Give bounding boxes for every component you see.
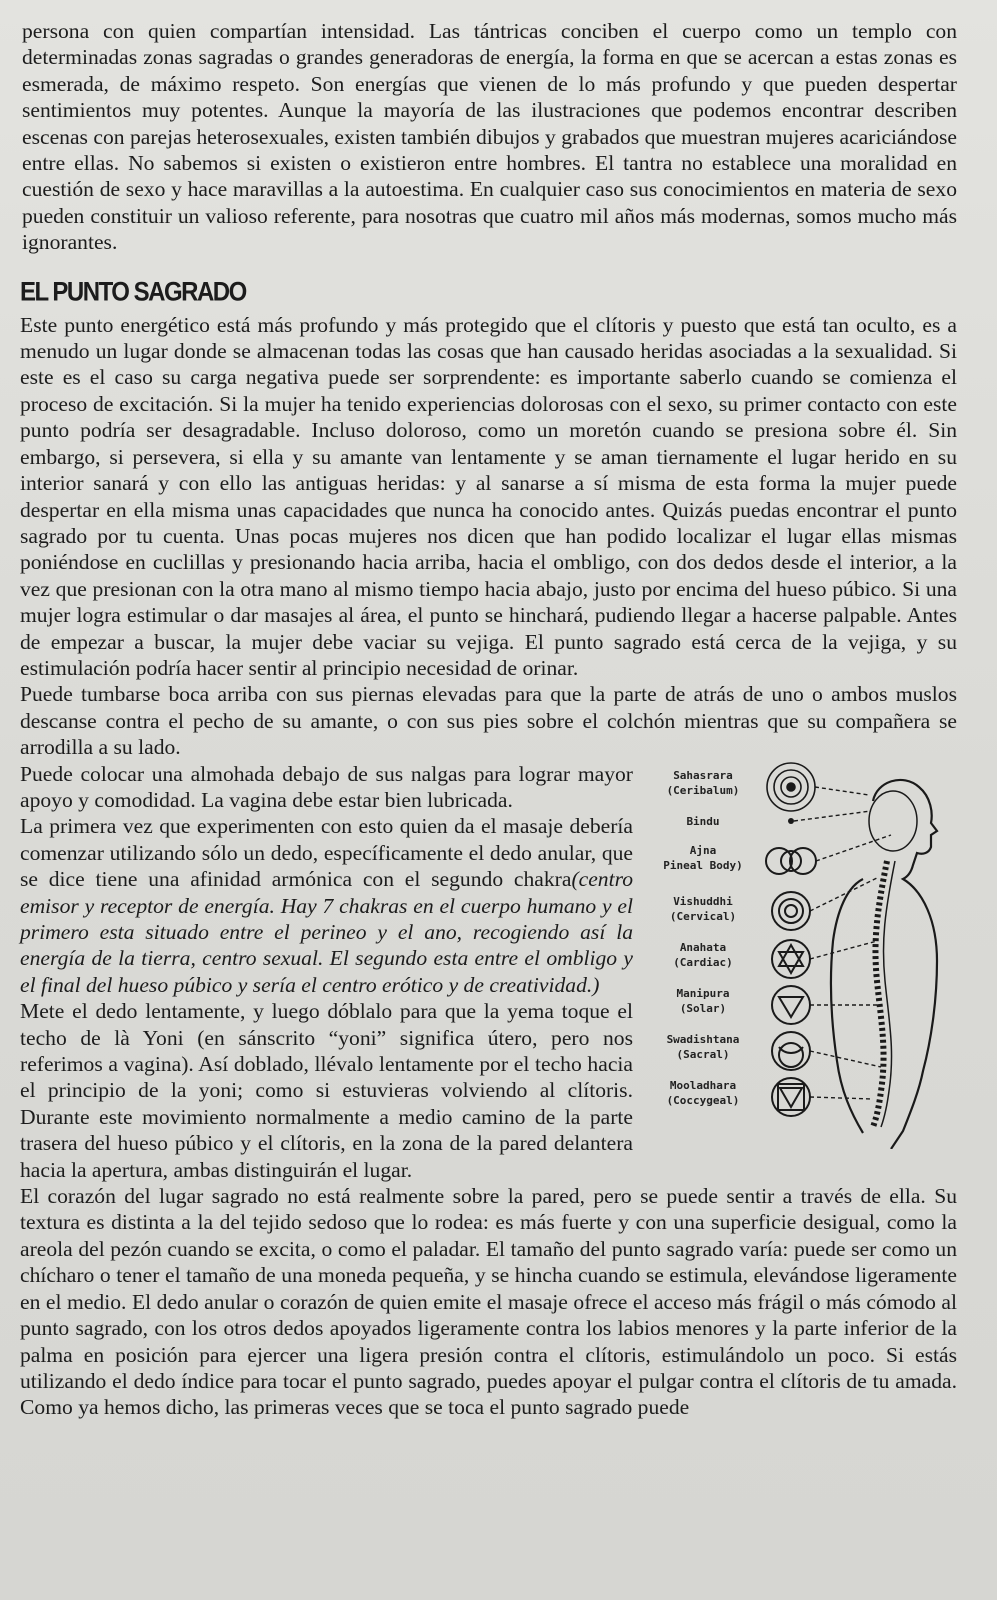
swadishtana-symbol (772, 1032, 810, 1070)
chakra-figure (641, 761, 957, 1149)
label-anahata-sub: (Cardiac) (673, 955, 733, 969)
label-manipura-sub: (Solar) (679, 1001, 727, 1015)
label-manipura: Manipura (676, 986, 730, 1000)
label-vishuddhi: Vishuddhi (673, 894, 733, 908)
chakra-note-italic: (centro emisor y receptor de energía. Hay 7 chakras en el cuerpo humano y el primero esta situado entre el perineo y el ano, recogiendo así la energía de la tierra, centro sexual. El segundo esta entre el ombligo y el final del hueso púbico y sería el centro erótico y de creatividad.) (20, 867, 633, 997)
label-mooladhara-sub: (Coccygeal) (666, 1093, 740, 1107)
bindu-symbol (788, 818, 794, 824)
paragraph-sacred-point-intro: Este punto energético está más profundo y más protegido que el clítoris y puesto que está tan oculto, es a menudo un lugar donde se almacenan todas las cosas que han causado heridas asociadas a la sexualidad. Si este es el caso su carga negativa puede ser sorprendente: es importante saberlo cuando se comienza el proceso de excitación. Si la mujer ha tenido experiencias dolorosas con el sexo, su primer contacto con este punto podría ser desagradable. Incluso doloroso, como un moretón cuando se presiona sobre él. Sin embargo, si persevera, si ella y su amante van lentamente y se aman tiernamente el lugar herido en su interior sanará y con ello las antiguas heridas: y al sanarse a sí misma de esta forma la mujer puede despertar en ella misma unas capacidades que nunca ha conocido antes. Quizás puedas encontrar el punto sagrado por tu cuenta. Unas pocas mujeres nos dicen que han podido localizar el lugar ellas mismas poniéndose en cuclillas y presionando hacia arriba, hacia el ombligo, con dos dedos desde el interior, a la vez que presionan con la otra mano al mismo tiempo hacia abajo, justo por encima del hueso púbico. Si una mujer logra estimular o dar masajes al área, el punto se hinchará, pudiendo llegar a hacerse palpable. Antes de empezar a buscar, la mujer debe vaciar su vejiga. El punto sagrado está cerca de la vejiga, y su estimulación podría hacer sentir al principio necesidad de orinar. (20, 312, 957, 680)
vishuddhi-symbol (772, 892, 810, 930)
paragraph-first-time-text: La primera vez que experimenten con esto quien da el masaje debería comenzar utilizando sólo un dedo, específicamente el dedo anular, que se dice tiene una afinidad armónica con el segundo chakra (20, 814, 633, 892)
intro-paragraph: persona con quien compartían intensidad. Las tántricas conciben el cuerpo como un templo con determinadas zonas sagradas o grandes generadoras de energía, la forma en que se acercan a estas zonas es esmerada, de máximo respeto. Son energías que vienen de lo más profundo y que pueden despertar sentimientos muy potentes. Aunque la mayoría de las ilustraciones que podemos encontrar describen escenas con parejas heterosexuales, existen también dibujos y grabados que muestran mujeres acariciándose entre ellas. No sabemos si existen o existieron entre hombres. El tantra no establece una moralidad en cuestión de sexo y hace maravillas a la autoestima. En cualquier caso sus conocimientos en materia de sexo pueden constituir un valioso referente, para nosotras que cuatro mil años más modernas, somos mucho más ignorantes. (22, 19, 957, 255)
paragraph-position: Puede tumbarse boca arriba con sus piernas elevadas para que la parte de atrás de uno o ambos muslos descanse contra el pecho de su amante, o con sus pies sobre el colchón mientras que su compañera se arrodilla a su lado. (20, 682, 957, 760)
label-vishuddhi-sub: (Cervical) (669, 909, 737, 923)
ajna-symbol (766, 848, 816, 874)
sahasrara-symbol (767, 763, 815, 811)
spine (873, 861, 887, 1127)
paragraph-insert-finger: Mete el dedo lentamente, y luego dóblalo para que la yema toque el techo de là Yoni (en sánscrito “yoni” significa útero, pero nos referimos a vagina). Así doblado, llévalo lentamente por el techo hacia el principio de la yoni; como si estuvieras volviendo al clítoris. Durante este movimiento normalmente a medio camino de la parte trasera del hueso púbico y el clítoris, en la zona de la pared delantera hacia la apertura, ambas distinguirán el lugar. (20, 999, 633, 1182)
label-sahasrara-sub: (Ceribalum) (666, 783, 740, 797)
section-heading: EL PUNTO SAGRADO (20, 276, 246, 307)
paragraph-heart-of-place: El corazón del lugar sagrado no está realmente sobre la pared, pero se puede sentir a través de ella. Su textura es distinta a la del tejido sedoso que lo rodea: es más fuerte y con una superficie desigual, como la areola del pezón cuando se excita, o como el paladar. El tamaño del punto sagrado varía: puede ser como un chícharo o tener el tamaño de una moneda pequeña, y se hincha cuando se estimula, elevándose ligeramente en el medio. El dedo anular o corazón de quien emite el masaje ofrece el acceso más frágil o más cómodo al punto sagrado, con los otros dedos apoyados ligeramente contra los labios menores y la parte inferior de la palma en posición para ejercer una ligera presión contra el clítoris, estimulándolo un poco. Si estás utilizando el dedo índice para tocar el punto sagrado, puedes apoyar el pulgar contra el clítoris de tu amada. Como ya hemos dicho, las primeras veces que se toca el punto sagrado puede (20, 1184, 957, 1420)
label-bindu: Bindu (686, 814, 720, 828)
label-anahata: Anahata (679, 940, 727, 954)
mooladhara-symbol (772, 1078, 810, 1116)
label-swadishtana: Swadishtana (666, 1032, 740, 1046)
connector-lines (794, 787, 891, 1099)
anahata-symbol (772, 940, 810, 978)
label-sahasrara: Sahasrara (673, 768, 733, 782)
label-mooladhara: Mooladhara (669, 1078, 737, 1092)
chakra-diagram (641, 761, 957, 1149)
label-ajna-sub: Pineal Body) (663, 858, 743, 872)
label-ajna: Ajna (689, 843, 717, 857)
label-swadishtana-sub: (Sacral) (676, 1047, 730, 1061)
manipura-symbol (772, 986, 810, 1024)
paragraph-pillow: Puede colocar una almohada debajo de sus nalgas para lograr mayor apoyo y comodidad. La vagina debe estar bien lubricada. (20, 761, 633, 812)
